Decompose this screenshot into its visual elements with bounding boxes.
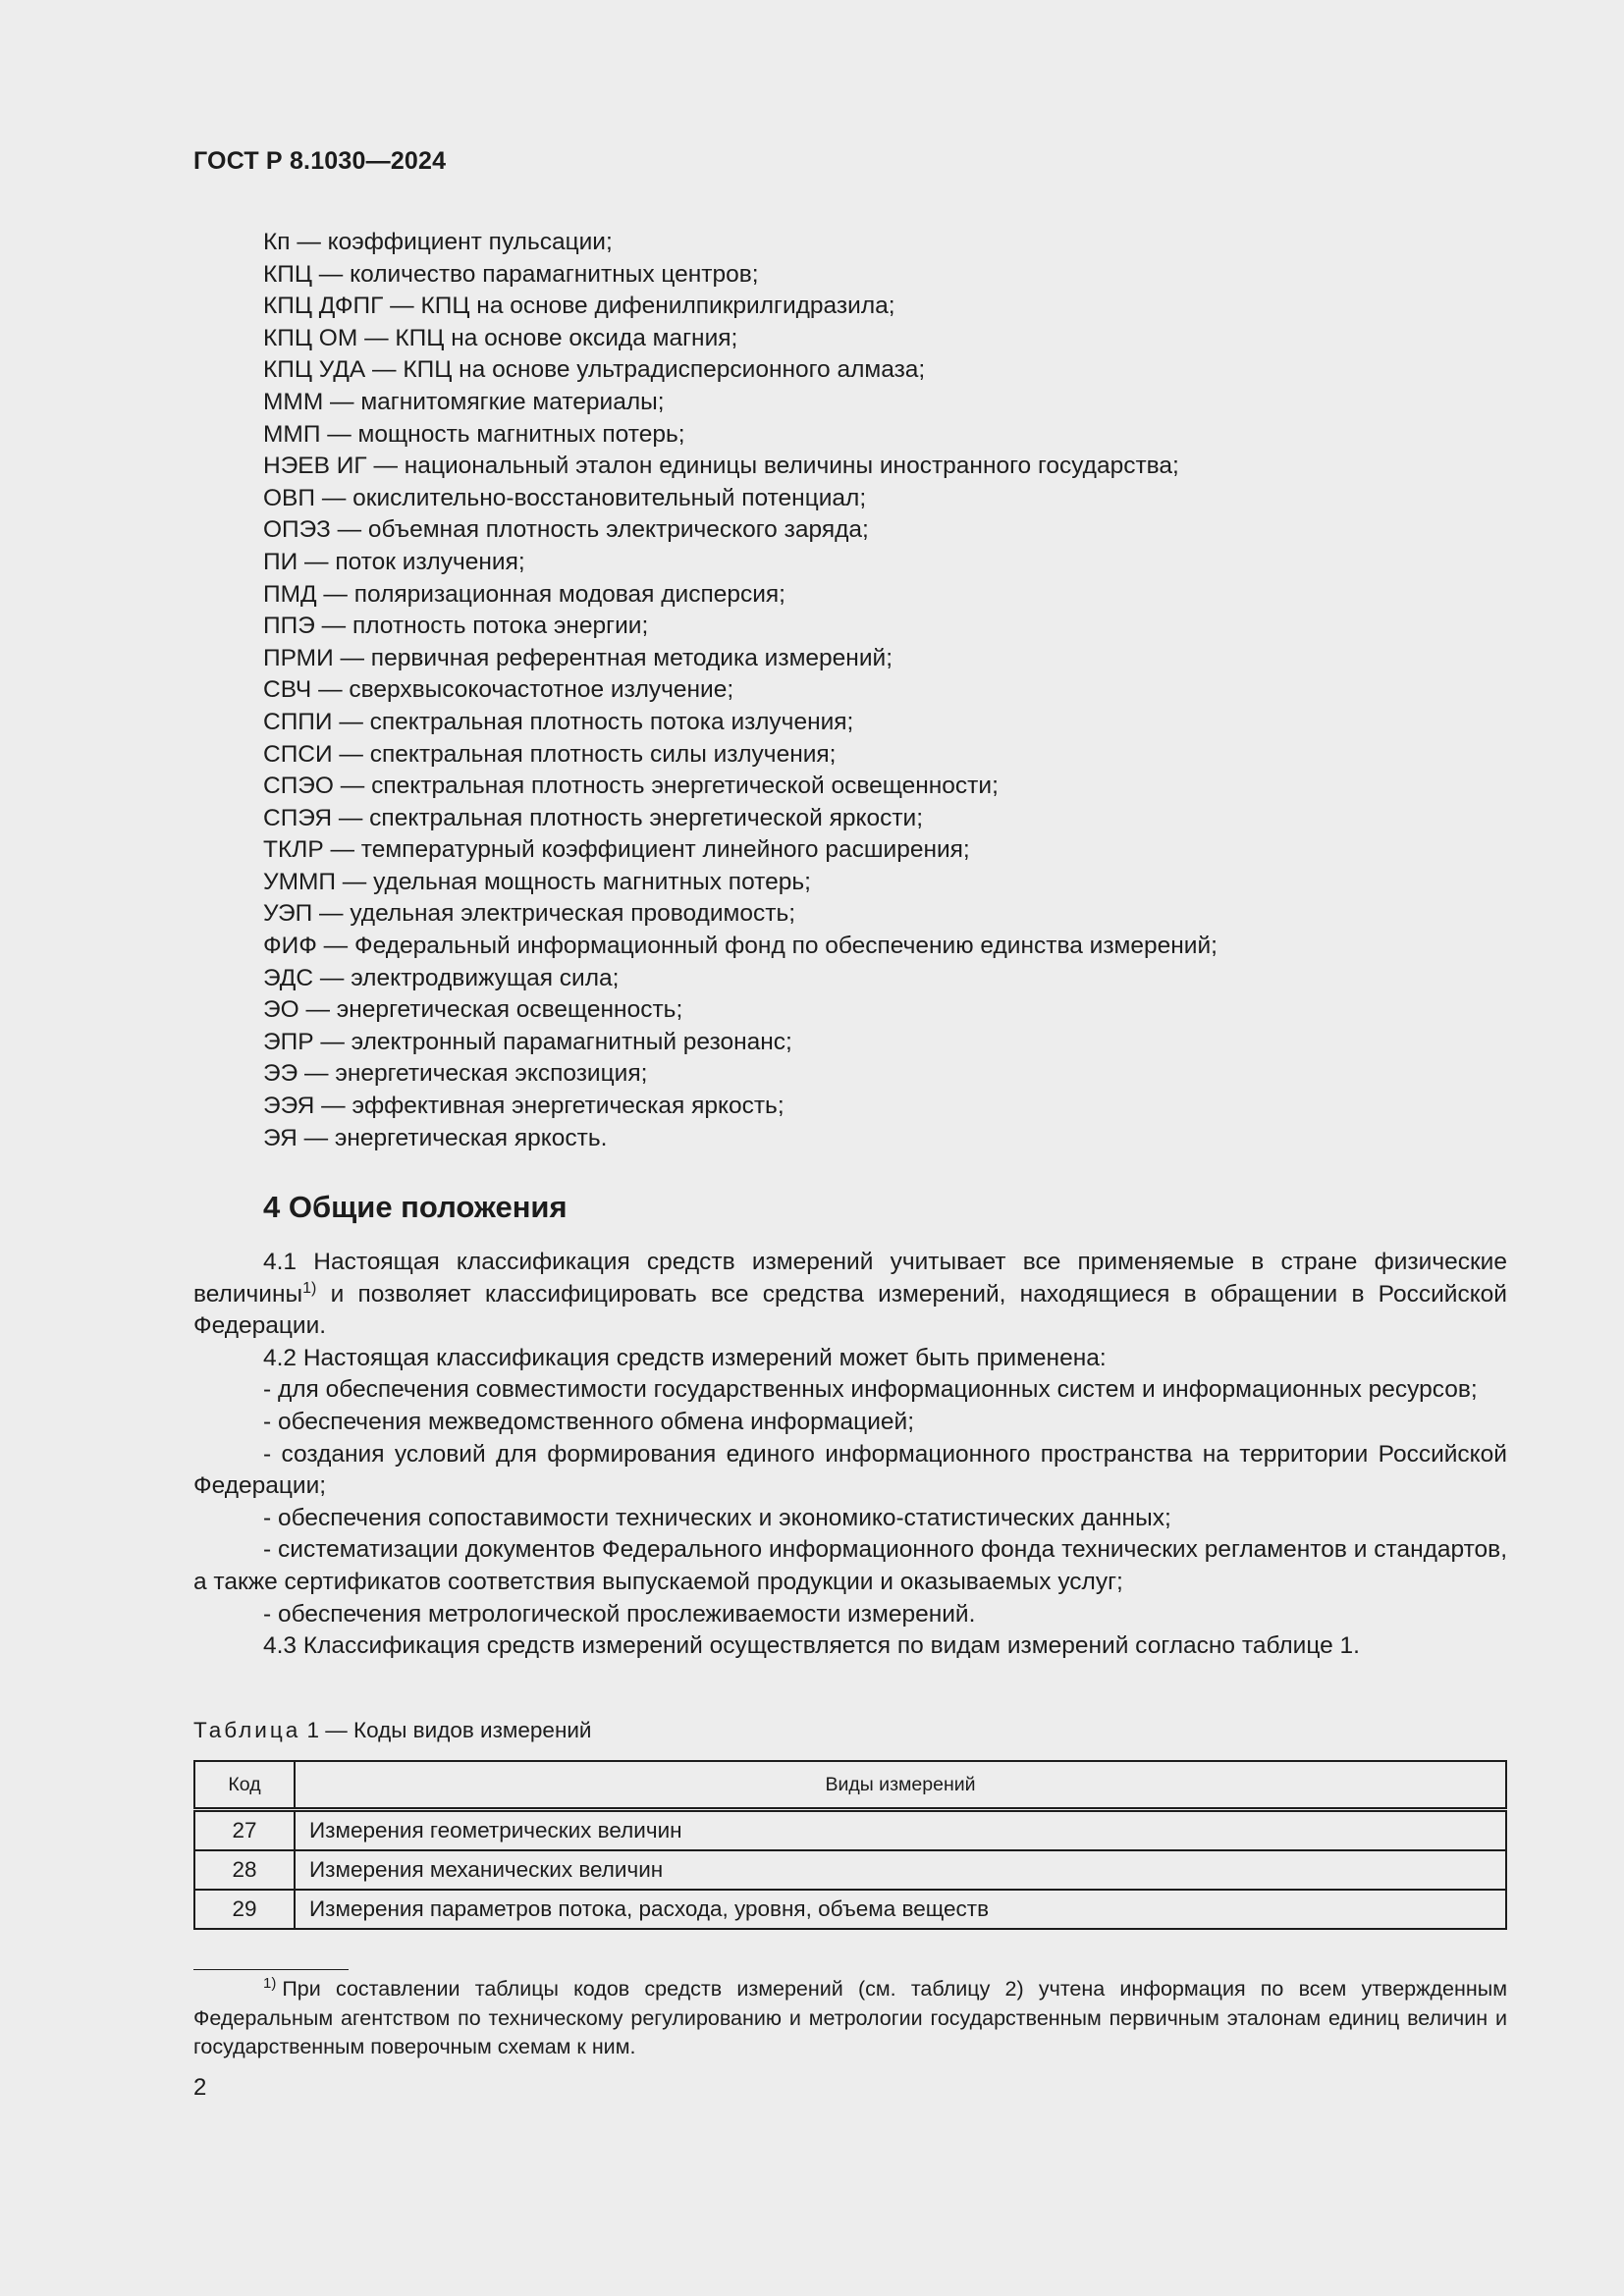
abbreviation-item: ММП — мощность магнитных потерь; <box>263 420 685 448</box>
abbreviation-item: УММП — удельная мощность магнитных потерь; <box>263 868 811 895</box>
abbreviation-item: УЭП — удельная электрическая проводимость; <box>263 900 796 928</box>
abbreviation-item: НЭЕВ ИГ — национальный эталон единицы величины иностранного государства; <box>263 453 1179 480</box>
paragraph-4-2: 4.2 Настоящая классификация средств измерений может быть применена: <box>263 1344 1107 1371</box>
section-heading: 4 Общие положения <box>263 1190 568 1224</box>
abbreviation-item: Кп — коэффициент пульсации; <box>263 229 613 255</box>
paragraph-4-1 <box>193 1247 1507 1343</box>
bullet-item: - обеспечения межведомственного обмена информацией; <box>263 1408 914 1435</box>
table-row <box>194 1850 1506 1890</box>
column-header-measurement-types: Виды измерений <box>295 1761 1506 1810</box>
bullet-item: - для обеспечения совместимости государственных информационных систем и информационных ресурсов; <box>263 1376 1478 1404</box>
abbreviation-item: КПЦ УДА — КПЦ на основе ультрадисперсионного алмаза; <box>263 356 926 384</box>
paragraph-text: и позволяет классифицировать все средства измерений, находящиеся в обращении в Российской Федерации. <box>193 1280 1507 1340</box>
abbreviation-item: КПЦ — количество парамагнитных центров; <box>263 260 759 288</box>
cell-measurement-type: Измерения геометрических величин <box>295 1810 1506 1851</box>
footnote-reference[interactable]: 1) <box>302 1279 317 1297</box>
abbreviation-item: ОВП — окислительно-восстановительный потенциал; <box>263 484 867 511</box>
abbreviation-item: ЭЭЯ — эффективная энергетическая яркость; <box>263 1093 785 1120</box>
abbreviation-item: ПИ — поток излучения; <box>263 548 525 575</box>
abbreviation-item: ЭЯ — энергетическая яркость. <box>263 1124 608 1151</box>
footnote <box>193 1975 1507 2062</box>
table-row <box>194 1890 1506 1929</box>
abbreviation-item: КПЦ ОМ — КПЦ на основе оксида магния; <box>263 324 738 351</box>
abbreviation-item: ФИФ — Федеральный информационный фонд по обеспечению единства измерений; <box>263 933 1218 960</box>
abbreviation-item: КПЦ ДФПГ — КПЦ на основе дифенилпикрилгидразила; <box>263 293 895 320</box>
abbreviation-item: СПЭЯ — спектральная плотность энергетической яркости; <box>263 804 924 831</box>
footnote-marker: 1) <box>263 1974 277 1992</box>
table-caption <box>193 1718 592 1743</box>
column-header-code: Код <box>194 1761 295 1810</box>
abbreviation-item: ПМД — поляризационная модовая дисперсия; <box>263 580 785 608</box>
bullet-item: - обеспечения сопоставимости технических и экономико-статистических данных; <box>263 1504 1171 1531</box>
footnote-divider <box>193 1969 349 1970</box>
abbreviation-item: ТКЛР — температурный коэффициент линейного расширения; <box>263 836 970 864</box>
abbreviation-list <box>263 227 1218 1154</box>
cell-measurement-type: Измерения механических величин <box>295 1850 1506 1890</box>
abbreviation-item: ОПЭЗ — объемная плотность электрического заряда; <box>263 516 869 544</box>
paragraph-text: 4.1 Настоящая классификация средств измерений учитывает все применяемые в стране физические величины <box>193 1249 1507 1308</box>
abbreviation-item: ЭО — энергетическая освещенность; <box>263 996 683 1024</box>
cell-code: 29 <box>194 1890 295 1929</box>
abbreviation-item: СВЧ — сверхвысокочастотное излучение; <box>263 676 734 704</box>
table-row <box>194 1810 1506 1851</box>
cell-measurement-type: Измерения параметров потока, расхода, уровня, объема веществ <box>295 1890 1506 1929</box>
abbreviation-item: ЭЭ — энергетическая экспозиция; <box>263 1060 648 1088</box>
table-caption-text: 1 — Коды видов измерений <box>300 1718 592 1742</box>
abbreviation-item: СПЭО — спектральная плотность энергетической освещенности; <box>263 773 999 800</box>
bullet-item: - систематизации документов Федерального информационного фонда технических регламентов и стандартов, а также сертификатов соответствия выпускаемой продукции и оказываемых услуг; <box>193 1536 1507 1595</box>
abbreviation-item: ПРМИ — первичная референтная методика измерений; <box>263 644 893 671</box>
abbreviation-item: СППИ — спектральная плотность потока излучения; <box>263 708 854 735</box>
table-header-row <box>194 1761 1506 1810</box>
section-body <box>193 1247 1507 1663</box>
bullet-item: - обеспечения метрологической прослеживаемости измерений. <box>263 1600 976 1628</box>
abbreviation-item: ППЭ — плотность потока энергии; <box>263 613 649 640</box>
page-number: 2 <box>193 2074 207 2101</box>
table-caption-label: Таблица <box>193 1718 301 1742</box>
cell-code: 28 <box>194 1850 295 1890</box>
abbreviation-item: ЭПР — электронный парамагнитный резонанс; <box>263 1028 792 1055</box>
measurement-types-table <box>193 1760 1507 1930</box>
abbreviation-item: МММ — магнитомягкие материалы; <box>263 388 665 415</box>
footnote-paragraph <box>193 1975 1507 2062</box>
cell-code: 27 <box>194 1810 295 1851</box>
bullet-item: - создания условий для формирования единого информационного пространства на территории Российской Федерации; <box>193 1440 1507 1500</box>
paragraph-4-3: 4.3 Классификация средств измерений осуществляется по видам измерений согласно таблице 1. <box>263 1632 1360 1660</box>
abbreviation-item: ЭДС — электродвижущая сила; <box>263 964 620 991</box>
abbreviation-item: СПСИ — спектральная плотность силы излучения; <box>263 740 837 768</box>
footnote-text: При составлении таблицы кодов средств измерений (см. таблицу 2) учтена информация по всем утвержденным Федеральным агентством по техническому регулированию и метрологии государственным первичным эталонам единиц величин и государственным поверочным схемам к ним. <box>193 1977 1507 2058</box>
document-header-title: ГОСТ Р 8.1030—2024 <box>193 147 447 175</box>
